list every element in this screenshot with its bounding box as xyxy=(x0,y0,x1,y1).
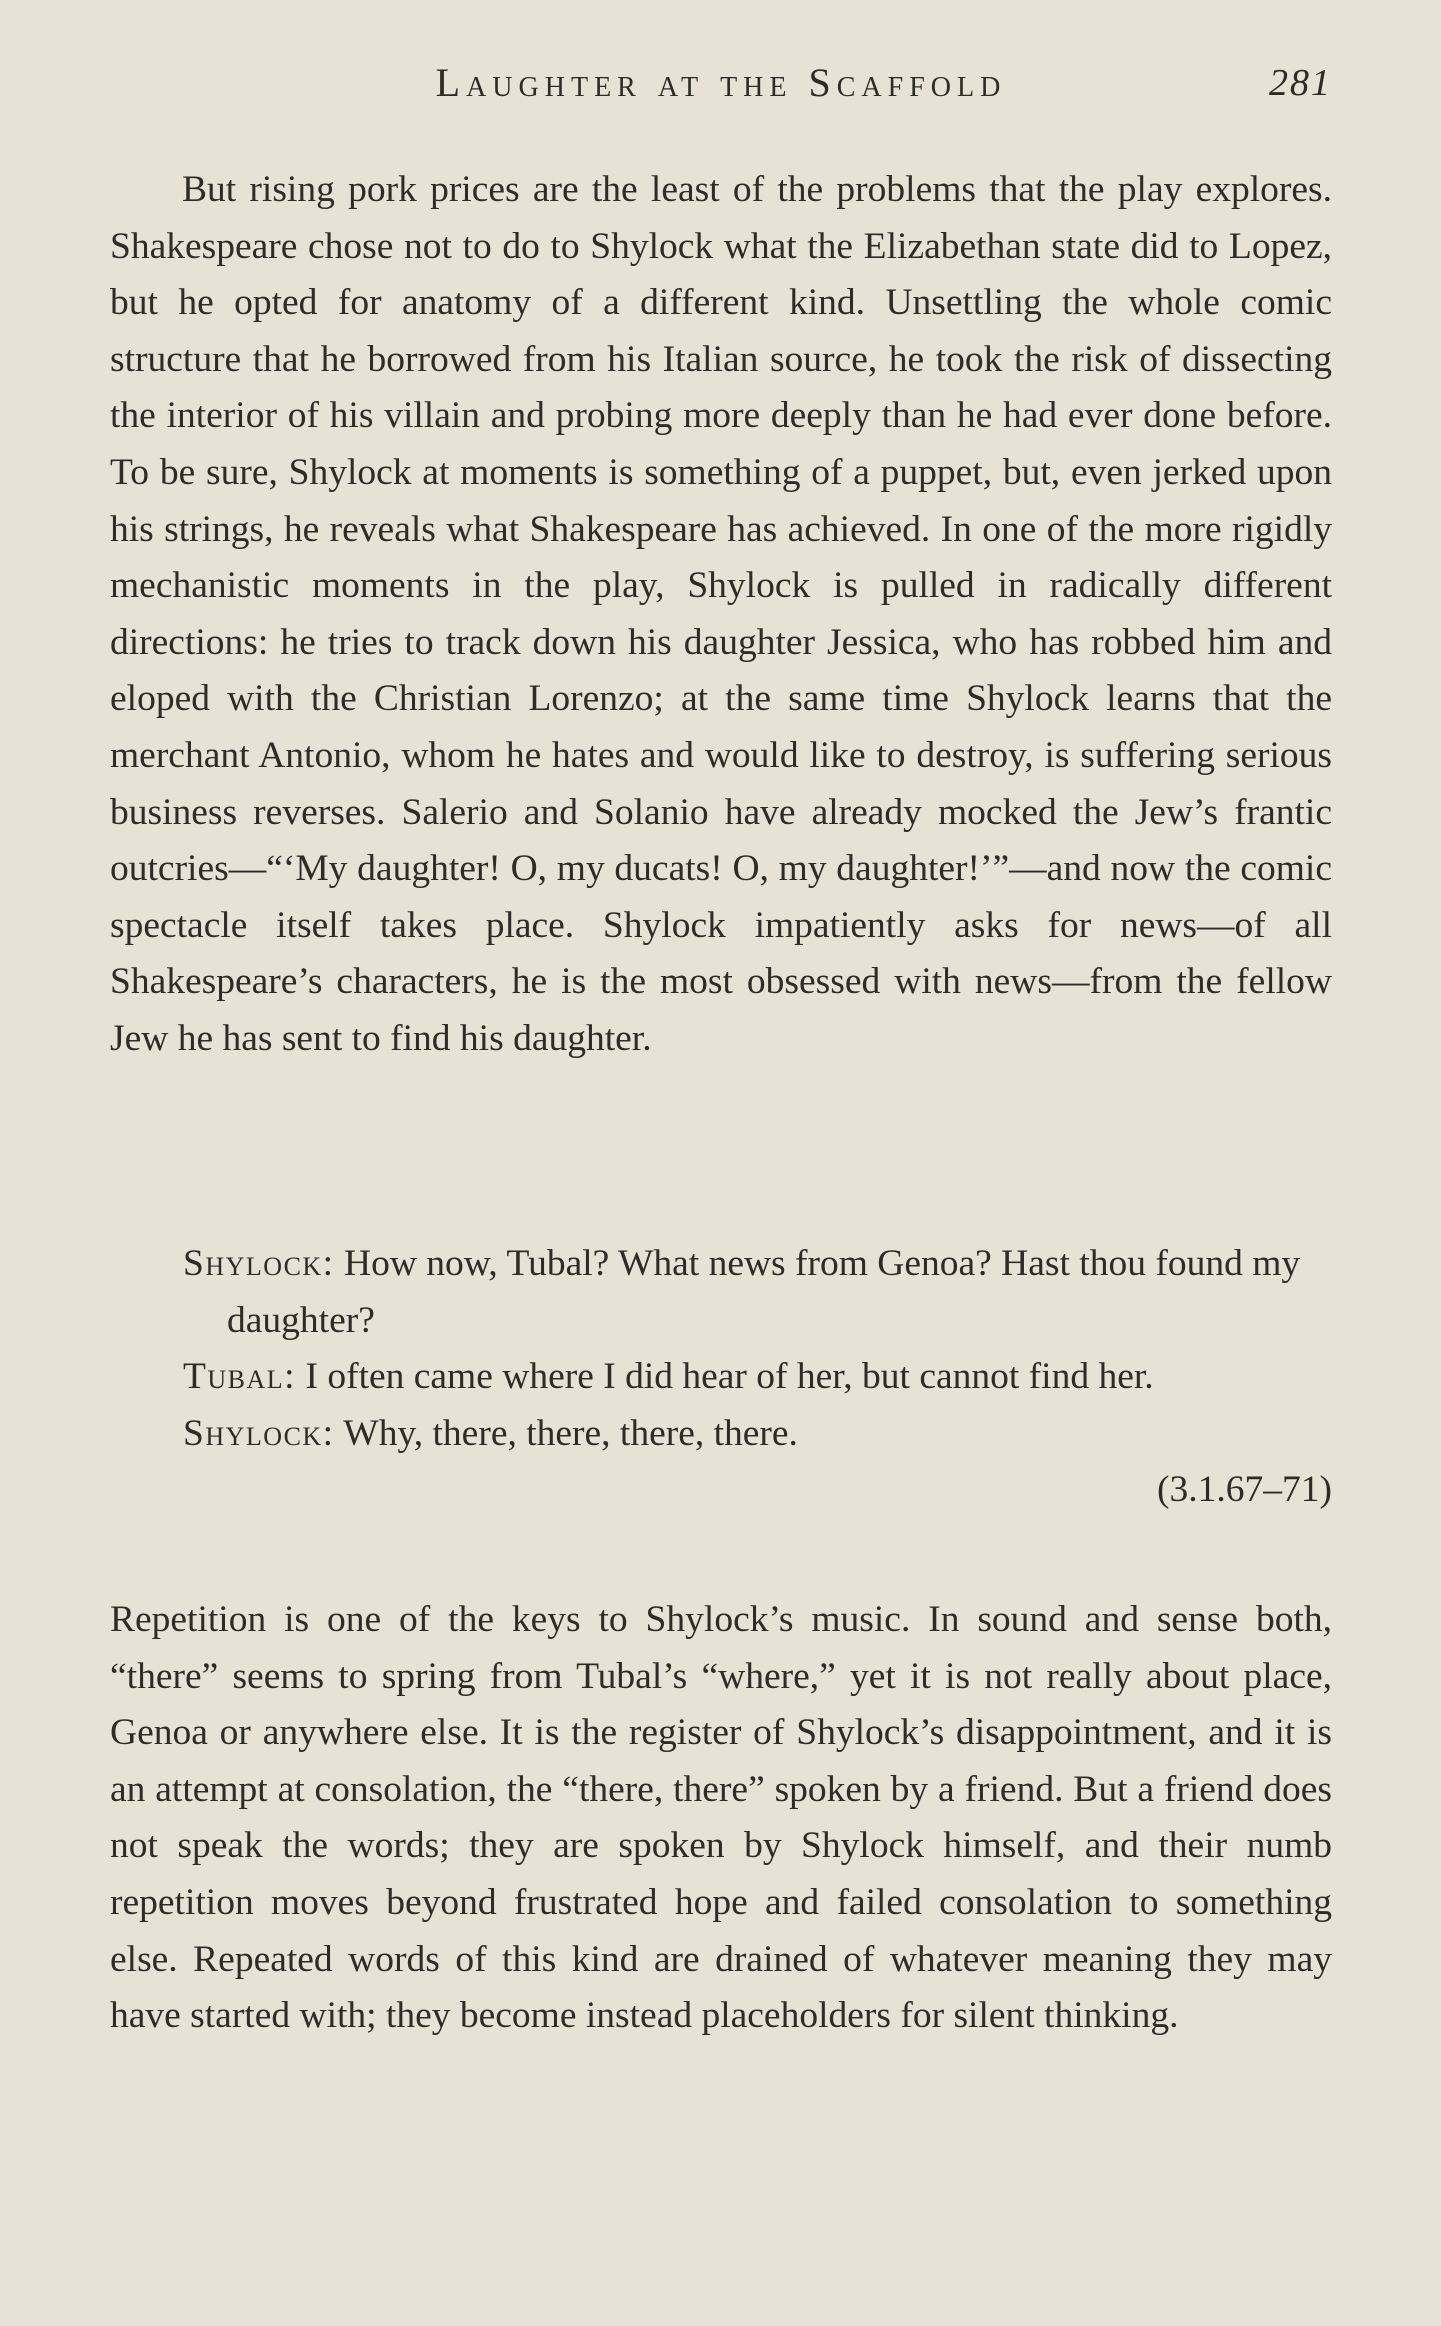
speaker-name: Shylock: xyxy=(183,1243,335,1284)
speaker-name: Tubal: xyxy=(183,1356,297,1398)
page-number: 281 xyxy=(1269,62,1332,104)
running-title: Laughter at the Scaffold xyxy=(435,60,1007,105)
dialogue-block xyxy=(183,1236,1332,1519)
body-paragraph-2: Repetition is one of the keys to Shylock’s music. In sound and sense both, “there” seems to spring from Tubal’s “where,” yet it is not really about place, Genoa or anywhere else. It is the register of Shylock’s disappointment, and it is an attempt at consolation, the “there, there” spoken by a friend. But a friend does not speak the words; they are spoken by Shylock himself, and their numb repetition moves beyond frustrated hope and failed consolation to something else. Repeated words of this kind are drained of whatever meaning they may have started with; they become instead placeholders for silent thinking. xyxy=(110,1599,1332,2037)
speaker-name: Shylock: xyxy=(183,1412,335,1454)
line-citation: (3.1.67–71) xyxy=(1157,1469,1332,1511)
dialogue-line xyxy=(183,1349,1332,1406)
dialogue-line xyxy=(183,1406,1332,1463)
body-paragraph-1: But rising pork prices are the least of the problems that the play explores. Shakespeare chose not to do to Shylock what the Elizabethan state did to Lopez, but he opted for anatomy of a different kind. Unsettling the whole comic structure that he borrowed from his Italian source, he took the risk of dissecting the interior of his villain and probing more deeply than he had ever done before. To be sure, Shylock at moments is something of a puppet, but, even jerked upon his strings, he reveals what Shakespeare has achieved. In one of the more rigidly mechanistic moments in the play, Shylock is pulled in radically different directions: he tries to track down his daughter Jessica, who has robbed him and eloped with the Christian Lorenzo; at the same time Shylock learns that the merchant Antonio, whom he hates and would like to destroy, is suffering serious business reverses. Salerio and Solanio have already mocked the Jew’s frantic outcries—“‘My daughter! O, my ducats! O, my daughter!’”—and now the comic spectacle itself takes place. Shylock impatiently asks for news—of all Shakespeare’s characters, he is the most obsessed with news—from the fellow Jew he has sent to find his daughter. xyxy=(110,169,1332,1059)
dialogue-text: Why, there, there, there, there. xyxy=(334,1412,798,1454)
running-head xyxy=(110,58,1332,108)
dialogue-line xyxy=(183,1236,1332,1349)
dialogue-text: How now, Tubal? What news from Genoa? Hast thou found my daughter? xyxy=(227,1243,1301,1341)
dialogue-text: I often came where I did hear of her, but cannot find her. xyxy=(296,1356,1154,1398)
